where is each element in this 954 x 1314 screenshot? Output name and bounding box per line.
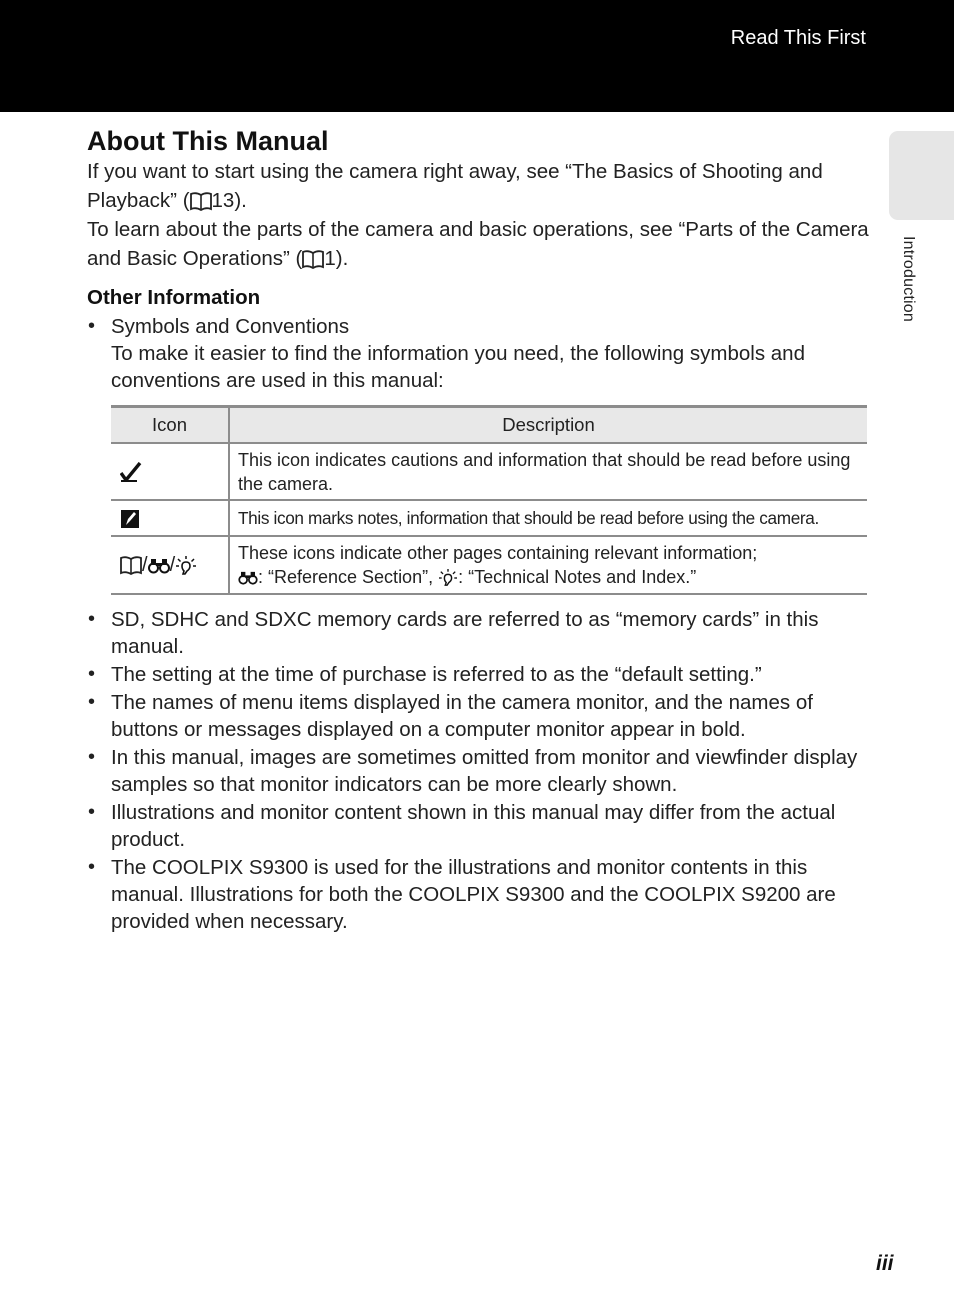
list-item: • The COOLPIX S9300 is used for the illustrations and monitor contents in this manual. Illustrations for both the COOLPIX S9300 and the COOLPIX S9200 are provided when necessary. bbox=[87, 854, 872, 935]
intro-1-text: If you want to start using the camera right away, see “The Basics of Shooting and Playback” ( bbox=[87, 160, 823, 212]
intro-2-end: ). bbox=[335, 246, 349, 270]
check-box-icon bbox=[120, 462, 142, 482]
table-icon-cell bbox=[111, 500, 229, 536]
main-content bbox=[87, 124, 872, 935]
list-item: • The names of menu items displayed in the camera monitor, and the names of buttons or messages displayed on a computer monitor appear in bold. bbox=[87, 689, 872, 743]
list-item: • SD, SDHC and SDXC memory cards are referred to as “memory cards” in this manual. bbox=[87, 606, 872, 660]
intro-1-end: ). bbox=[234, 188, 247, 212]
section-heading: Other Information bbox=[87, 286, 261, 309]
table-header-description: Description bbox=[229, 407, 867, 444]
conventions-list bbox=[87, 606, 872, 935]
reference-section-text: : “Reference Section”, bbox=[258, 567, 439, 587]
list-item: • Illustrations and monitor content shown in this manual may differ from the actual product. bbox=[87, 799, 872, 853]
intro-1-page[interactable]: 13 bbox=[211, 188, 235, 212]
table-row bbox=[111, 443, 867, 500]
table-description-cell bbox=[229, 500, 867, 536]
binoculars-icon bbox=[238, 571, 258, 585]
symbols-bullet-label: • Symbols and Conventions bbox=[111, 315, 350, 338]
list-item bbox=[87, 313, 872, 394]
table-header-row bbox=[111, 407, 867, 444]
book-icon bbox=[302, 250, 324, 269]
table-icon-cell bbox=[111, 536, 229, 594]
page-number: iii bbox=[876, 1252, 894, 1275]
intro-2-page[interactable]: 1 bbox=[324, 246, 336, 270]
binoculars-icon bbox=[148, 558, 170, 574]
symbols-list bbox=[87, 313, 872, 394]
pencil-note-icon bbox=[120, 509, 140, 529]
lightbulb-icon bbox=[438, 569, 458, 587]
technical-notes-text: : “Technical Notes and Index.” bbox=[458, 567, 697, 587]
chapter-tab bbox=[889, 131, 954, 220]
slash-separator: / bbox=[169, 554, 176, 576]
table-description-cell bbox=[229, 536, 867, 594]
table-header-icon: Icon bbox=[111, 407, 229, 444]
symbols-bullet-text: To make it easier to find the information you need, the following symbols and conventions are used in this manual: bbox=[111, 342, 805, 392]
table-description-text: These icons indicate other pages containing relevant information; bbox=[238, 543, 758, 563]
table-description-cell: This icon indicates cautions and information that should be read before using the camera. bbox=[229, 443, 867, 500]
table-row bbox=[111, 500, 867, 536]
table-description-text: This icon marks notes, information that should be read before using the camera. bbox=[238, 508, 819, 528]
chapter-tab-label: Introduction bbox=[900, 236, 917, 323]
intro-2-text: To learn about the parts of the camera and basic operations, see “Parts of the Camera and Basic Operations” ( bbox=[87, 218, 869, 270]
list-item: • In this manual, images are sometimes omitted from monitor and viewfinder display samples so that monitor indicators can be more clearly shown. bbox=[87, 744, 872, 798]
table-row bbox=[111, 536, 867, 594]
page-title: About This Manual bbox=[87, 126, 329, 156]
list-item: • The setting at the time of purchase is referred to as the “default setting.” bbox=[87, 661, 872, 688]
table-icon-cell bbox=[111, 443, 229, 500]
book-icon bbox=[120, 556, 142, 575]
book-icon bbox=[190, 192, 212, 211]
intro-paragraph-1 bbox=[87, 158, 872, 215]
header-bar bbox=[0, 0, 954, 112]
symbols-table bbox=[111, 405, 867, 595]
intro-paragraph-2 bbox=[87, 216, 872, 273]
slash-separator: / bbox=[142, 554, 148, 576]
lightbulb-icon bbox=[175, 556, 197, 576]
section-title: Read This First bbox=[730, 27, 866, 49]
